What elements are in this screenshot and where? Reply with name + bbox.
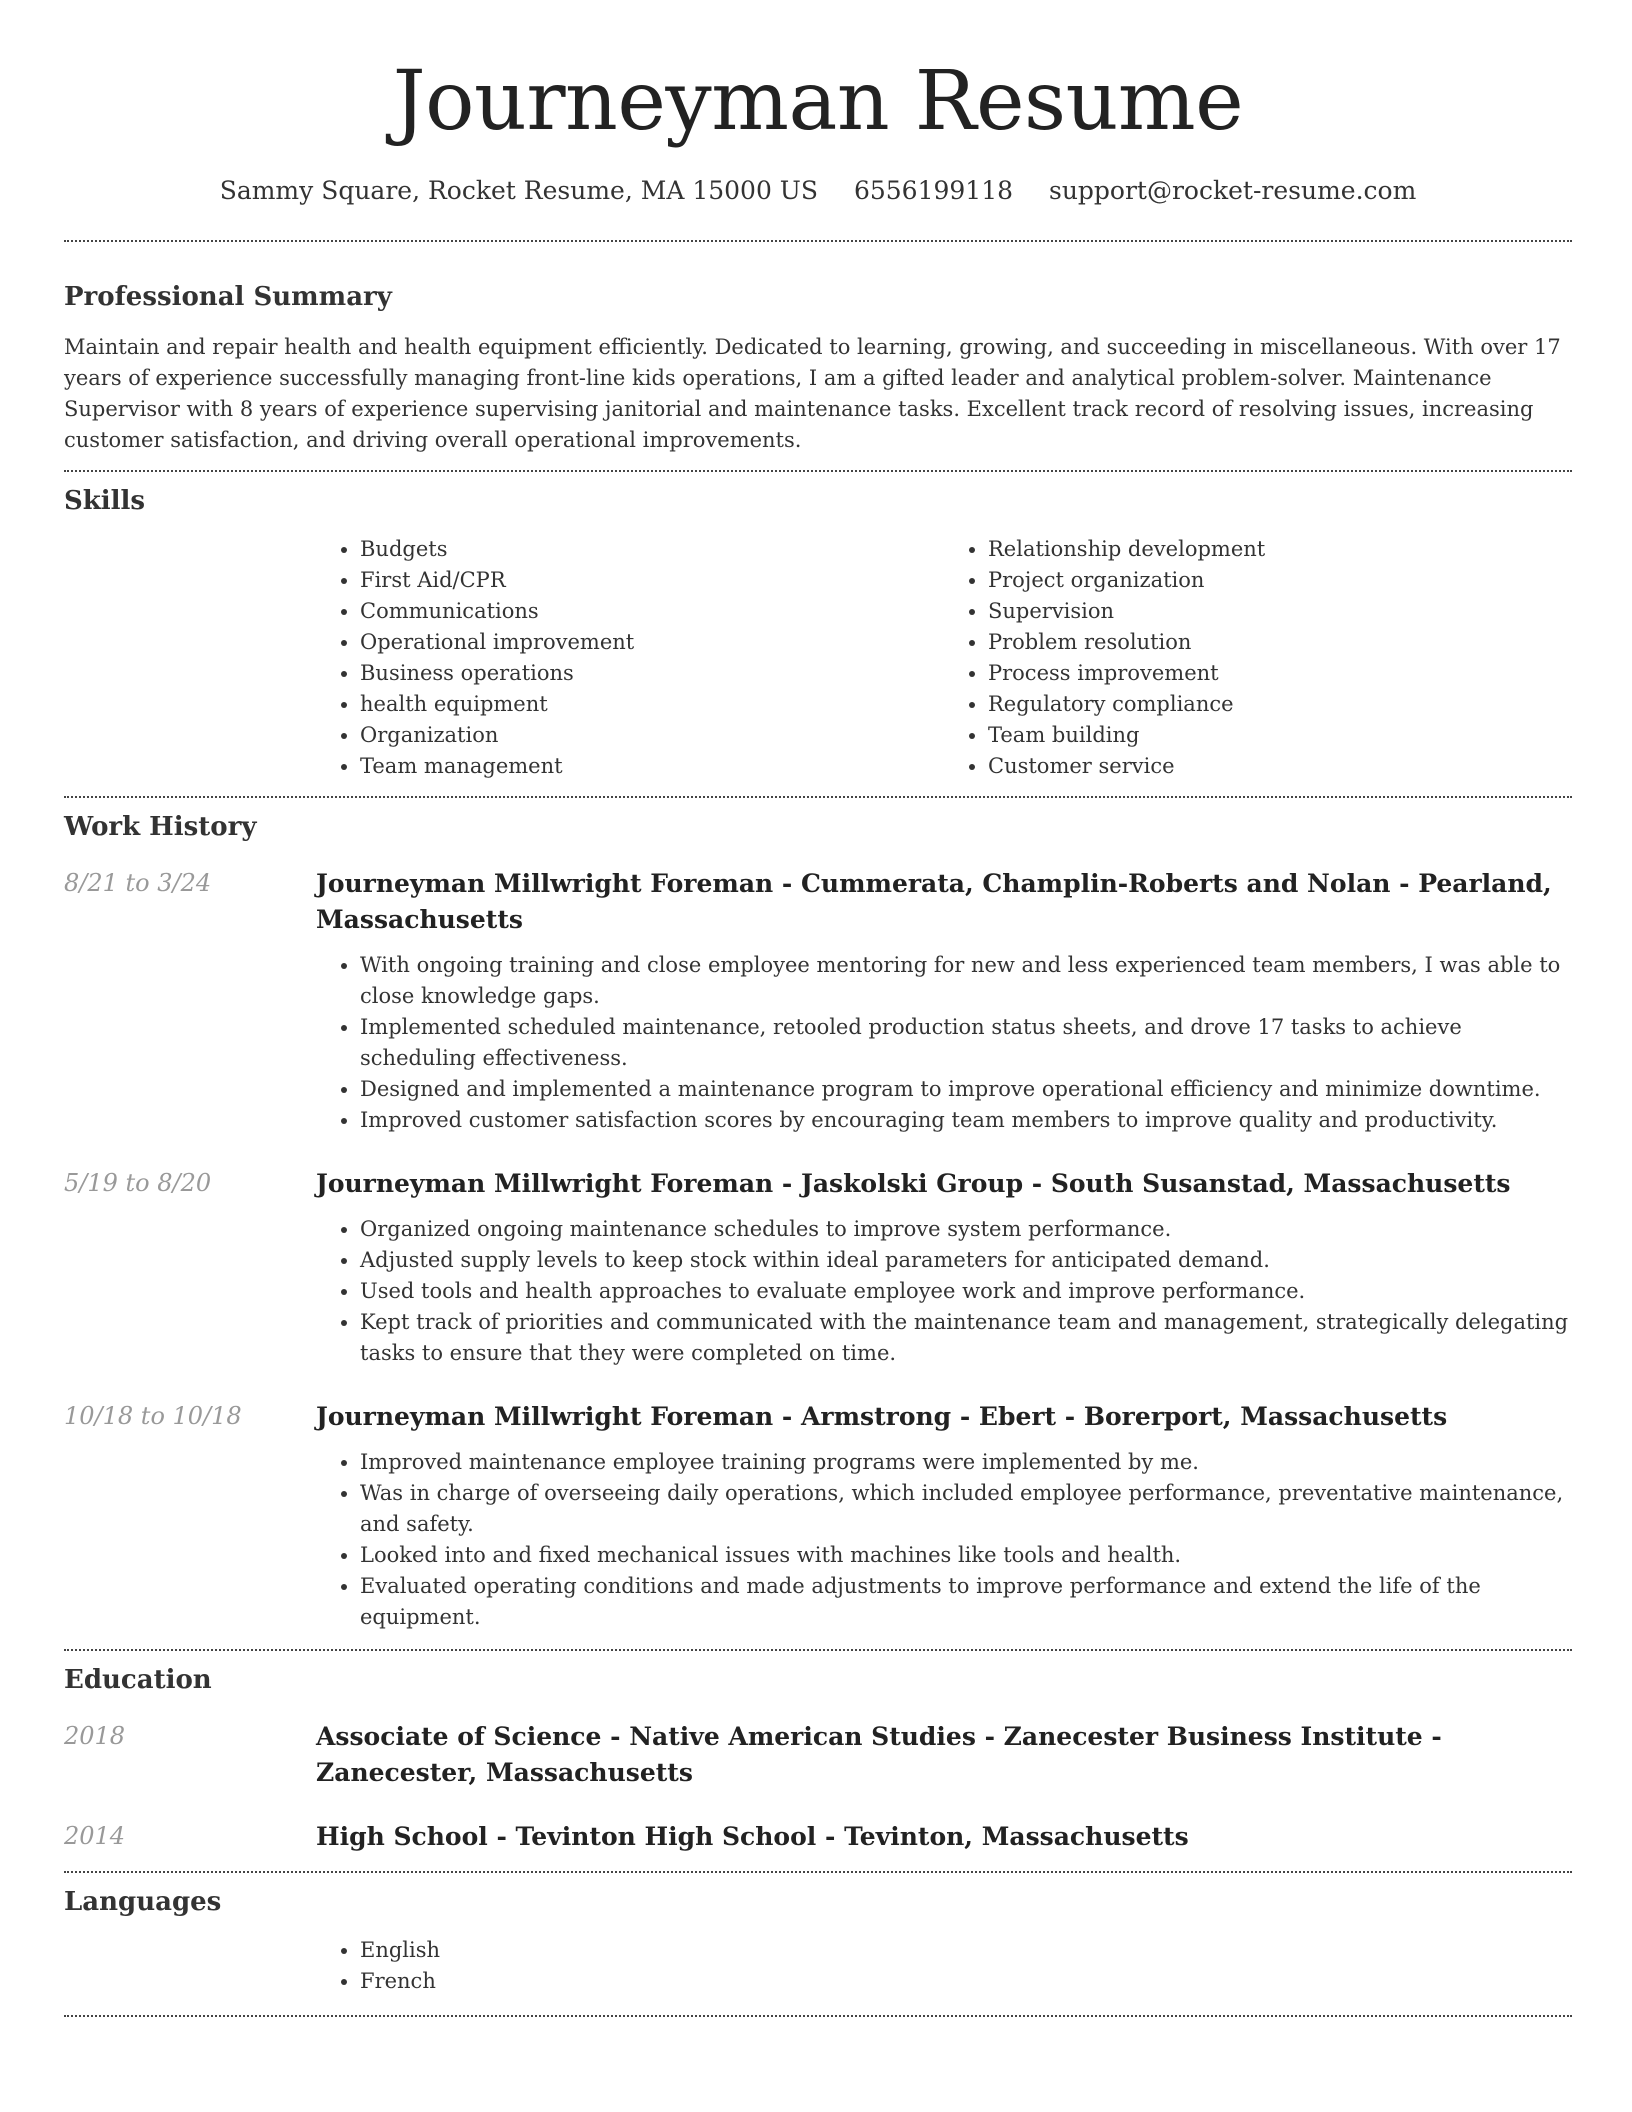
skill-item: • Budgets: [360, 534, 944, 565]
job-dates: 5/19 to 8/20: [64, 1169, 212, 1197]
job-title: Journeyman Millwright Foreman - Armstrong - Ebert - Borerport, Massachusetts: [316, 1402, 1448, 1431]
job-bullet: • Looked into and fixed mechanical issues with machines like tools and health.: [360, 1540, 1572, 1571]
skill-item: • Process improvement: [988, 658, 1572, 689]
skill-item: • Team building: [988, 720, 1572, 751]
education-year: 2018: [64, 1722, 126, 1750]
education-section: [64, 1651, 1572, 1855]
resume-page: [64, 0, 1572, 2017]
contact-phone: 6556199118: [853, 176, 1014, 205]
job-bullets: [316, 950, 1572, 1136]
skills-list-left: [316, 534, 944, 782]
job-entry: [64, 866, 1572, 1136]
job-body: [316, 866, 1572, 1136]
language-item: • English: [360, 1935, 1572, 1966]
languages-heading: Languages: [64, 1887, 222, 1917]
job-bullet: • Improved customer satisfaction scores by encouraging team members to improve quality and productivity.: [360, 1105, 1572, 1136]
skills-heading: Skills: [64, 486, 146, 516]
education-entry: [64, 1719, 1572, 1791]
skill-item: • Business operations: [360, 658, 944, 689]
job-bullet: • With ongoing training and close employee mentoring for new and less experienced team members, I was able to close knowledge gaps.: [360, 950, 1572, 1012]
language-item: • French: [360, 1966, 1572, 1997]
skill-item: • Team management: [360, 751, 944, 782]
job-bullet: • Improved maintenance employee training programs were implemented by me.: [360, 1447, 1572, 1478]
job-entry: [64, 1399, 1572, 1633]
summary-text: Maintain and repair health and health equipment efficiently. Dedicated to learning, growing, and succeeding in miscellaneous. With over 17 years of experience successfully managing front-line kids operations, I am a gifted leader and analytical problem-solver. Maintenance Supervisor with 8 years of experience supervising janitorial and maintenance tasks. Excellent track record of resolving issues, increasing customer satisfaction, and driving overall operational improvements.: [64, 335, 1561, 452]
skills-section: [64, 472, 1572, 782]
skill-item: • Problem resolution: [988, 627, 1572, 658]
languages-section: [64, 1873, 1572, 1997]
skill-item: • Relationship development: [988, 534, 1572, 565]
education-title: Associate of Science - Native American Studies - Zanecester Business Institute - Zanecester, Massachusetts: [316, 1722, 1442, 1787]
job-title: Journeyman Millwright Foreman - Cummerata, Champlin-Roberts and Nolan - Pearland, Massachusetts: [316, 869, 1552, 934]
education-heading: Education: [64, 1665, 212, 1695]
education-body: [316, 1819, 1572, 1855]
job-bullet: • Kept track of priorities and communicated with the maintenance team and management, strategically delegating tasks to ensure that they were completed on time.: [360, 1307, 1572, 1369]
education-year: 2014: [64, 1822, 126, 1850]
job-entry: [64, 1166, 1572, 1369]
skill-item: • Supervision: [988, 596, 1572, 627]
job-bullets: [316, 1214, 1572, 1369]
divider: [64, 2015, 1572, 2017]
job-body: [316, 1166, 1572, 1369]
languages-list: [316, 1935, 1572, 1997]
contact-line: [64, 174, 1572, 208]
skills-list-right: [944, 534, 1572, 782]
skill-item: • Operational improvement: [360, 627, 944, 658]
job-bullet: • Adjusted supply levels to keep stock within ideal parameters for anticipated demand.: [360, 1245, 1572, 1276]
work-heading: Work History: [64, 812, 257, 842]
skill-item: • Organization: [360, 720, 944, 751]
skill-item: • health equipment: [360, 689, 944, 720]
job-bullets: [316, 1447, 1572, 1633]
job-dates: 8/21 to 3/24: [64, 869, 212, 897]
skill-item: • Project organization: [988, 565, 1572, 596]
skill-item: • Customer service: [988, 751, 1572, 782]
education-entry: [64, 1819, 1572, 1855]
resume-title: Journeyman Resume: [392, 54, 1244, 149]
work-section: [64, 798, 1572, 1633]
contact-email[interactable]: support@rocket-resume.com: [1048, 176, 1417, 205]
job-bullet: • Designed and implemented a maintenance program to improve operational efficiency and minimize downtime.: [360, 1074, 1572, 1105]
skill-item: • First Aid/CPR: [360, 565, 944, 596]
summary-section: [64, 242, 1572, 456]
contact-address: Sammy Square, Rocket Resume, MA 15000 US: [219, 176, 819, 205]
job-bullet: • Used tools and health approaches to evaluate employee work and improve performance.: [360, 1276, 1572, 1307]
education-body: [316, 1719, 1572, 1791]
job-bullet: • Organized ongoing maintenance schedules to improve system performance.: [360, 1214, 1572, 1245]
skill-item: • Communications: [360, 596, 944, 627]
summary-heading: Professional Summary: [64, 282, 392, 312]
job-dates: 10/18 to 10/18: [64, 1402, 242, 1430]
job-bullet: • Evaluated operating conditions and made adjustments to improve performance and extend the life of the equipment.: [360, 1571, 1572, 1633]
skill-item: • Regulatory compliance: [988, 689, 1572, 720]
job-body: [316, 1399, 1572, 1633]
job-title: Journeyman Millwright Foreman - Jaskolski Group - South Susanstad, Massachusetts: [316, 1169, 1511, 1198]
job-bullet: • Implemented scheduled maintenance, retooled production status sheets, and drove 17 tasks to achieve scheduling effectiveness.: [360, 1012, 1572, 1074]
job-bullet: • Was in charge of overseeing daily operations, which included employee performance, preventative maintenance, and safety.: [360, 1478, 1572, 1540]
education-title: High School - Tevinton High School - Tevinton, Massachusetts: [316, 1822, 1189, 1851]
skills-grid: [316, 534, 1572, 782]
